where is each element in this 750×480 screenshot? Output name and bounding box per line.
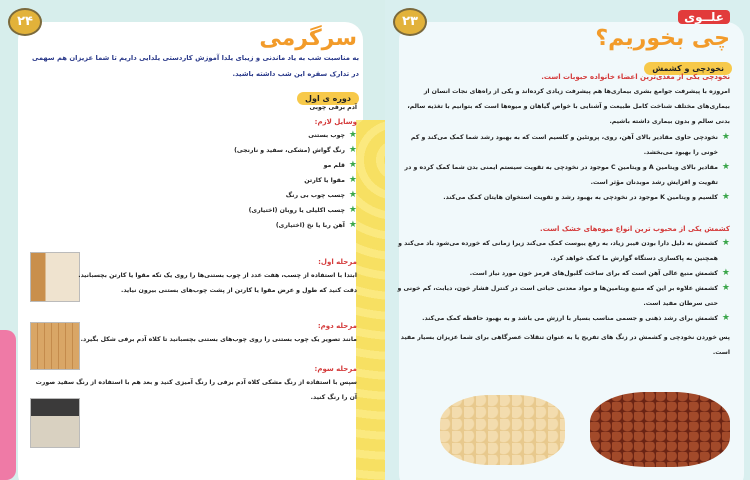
section-badge: دوره ی اول — [297, 92, 359, 105]
star-icon: ★ — [348, 130, 357, 140]
step3-text: سپس با استفاده از رنگ مشکی کلاه آدم برفی را رنگ آمیزی کنید و بعد هم با استفاده از رنگ سفید صورت آن را رنگ کنید. — [35, 379, 357, 401]
star-icon: ★ — [721, 162, 730, 172]
step2-text: مانند تصویر یک چوب بستنی را روی چوب‌های بستنی بچسبانید تا کلاه آدم برفی شکل بگیرد. — [80, 336, 357, 343]
star-icon: ★ — [721, 268, 730, 278]
step3-photo — [30, 398, 80, 448]
list-item: ★ کشمش به دلیل دارا بودن فیبر زیاد، به رفع یبوست کمک می‌کند زیرا زمانی که خورده می‌شود باد می‌کند و همچنین به پاکسازی دستگاه گوارش ما کمک خواهد کرد. — [398, 238, 730, 262]
page-title: چی بخوریم؟ — [595, 26, 730, 51]
list-item: ★ کشمش برای رشد ذهنی و جسمی مناسب بسیار با ارزش می باشد و به بهبود حافظه کمک می‌کند. — [395, 311, 730, 326]
star-icon: ★ — [721, 238, 730, 248]
star-icon: ★ — [721, 283, 730, 293]
list-item: ★ کشمش علاوه بر این که منبع ویتامین‌ها و مواد معدنی حیاتی است در کنترل فشار خون، دیابت، کم خونی و حتی سرطان مفید است. — [397, 283, 730, 307]
conclusion-text: پس خوردن نخودچی و کشمش در زنگ های تفریح یا به عنوان تنقلات عصرگاهی برای شما عزیزان بسیار مفید است. — [400, 334, 730, 356]
project-name: آدم برفی چوبی — [309, 104, 357, 111]
category-tag: علــوی — [678, 10, 730, 24]
star-icon: ★ — [721, 313, 730, 323]
step1-text: ابتدا با استفاده از چسب، هفت عدد از چوب بستنی‌ها را روی یک تکه مقوا یا کارتن بچسبانید. دقت کنید که طول و عرض مقوا یا کارتن از پشت چوب‌های بستنی بیرون نیاید. — [78, 272, 357, 294]
list-item: ★ چسب اکلیلی یا روبان (اختیاری) — [234, 203, 357, 218]
section-badge: نخودچی و کشمش — [644, 62, 732, 75]
step1-heading: مرحله اول: — [318, 258, 357, 266]
star-icon: ★ — [721, 132, 730, 142]
step3-heading: مرحله سوم: — [314, 365, 357, 373]
right-page — [385, 0, 750, 480]
star-icon: ★ — [348, 145, 357, 155]
chickpea-photo — [440, 395, 565, 465]
chickpea-list — [395, 130, 730, 205]
list-item: ★ مقوا یا کارتن — [234, 173, 357, 188]
star-icon: ★ — [348, 190, 357, 200]
raisin-list — [395, 236, 730, 326]
raisin-photo — [590, 392, 730, 467]
star-icon: ★ — [348, 160, 357, 170]
step2-heading: مرحله دوم: — [317, 322, 357, 330]
page-number: ۲۳ — [393, 8, 427, 36]
decor-yellow-wave — [356, 120, 385, 480]
decor-pink-wave — [0, 330, 16, 480]
list-item: ★ آهن ربا یا نخ (اختیاری) — [234, 218, 357, 233]
list-item: ★ چسب چوب بی رنگ — [234, 188, 357, 203]
subheading-chickpea: نخودچی یکی از مغذی‌ترین اعضاء خانواده حبوبات است. — [541, 73, 730, 81]
star-icon: ★ — [348, 205, 357, 215]
list-item: ★ کشمش منبع عالی آهن است که برای ساخت گلبول‌های قرمز خون مورد نیاز است. — [395, 266, 730, 281]
page-title: سرگرمی — [259, 26, 357, 51]
list-item: ★ رنگ گواش (مشکی، سفید و نارنجی) — [234, 143, 357, 158]
intro-paragraph: امروزه با پیشرفت جوامع بشری بیماری‌ها هم پیشرفت زیادی کرده‌اند و یکی از راه‌های نجات انسان از بیماری‌های مختلف شناخت کامل طبیعت و آشنایی با خواص گیاهان و میوه‌ها است که بتوانیم با تغذیه سالم، بدنی سالم و بدون بیماری داشته باشیم. — [407, 88, 730, 125]
star-icon: ★ — [721, 192, 730, 202]
list-item: ★ چوب بستنی — [234, 128, 357, 143]
intro-text: به مناسبت شب به یاد ماندنی و زیبای یلدا آموزش کاردستی یلدایی داریم تا شما عزیزان هم سهمی در تدارک سفره این شب داشته باشید. — [31, 54, 359, 78]
list-item: ★ قلم مو — [234, 158, 357, 173]
materials-heading: وسایل لازم: — [314, 118, 357, 126]
list-item: ★ نخودچی حاوی مقادیر بالای آهن، روی، پروتئین و کلسیم است که به بهبود رشد شما کمک می‌کند و کم خونی را بهبود می‌بخشد. — [410, 132, 730, 156]
star-icon: ★ — [348, 220, 357, 230]
materials-list — [234, 128, 357, 233]
subheading-raisin: کشمش یکی از محبوب ترین انواع میوه‌های خشک است. — [540, 225, 730, 233]
star-icon: ★ — [348, 175, 357, 185]
list-item: ★ کلسیم و ویتامین K موجود در نخودچی به بهبود رشد و تقویت استخوان هایتان کمک می‌کند. — [395, 190, 730, 205]
list-item: ★ مقادیر بالای ویتامین A و ویتامین C موجود در نخودچی به تقویت سیستم ایمنی بدن شما کمک کرده و در تقویت و افزایش رشد موبدنان مؤثر است. — [404, 162, 730, 186]
page-number: ۲۴ — [8, 8, 42, 36]
